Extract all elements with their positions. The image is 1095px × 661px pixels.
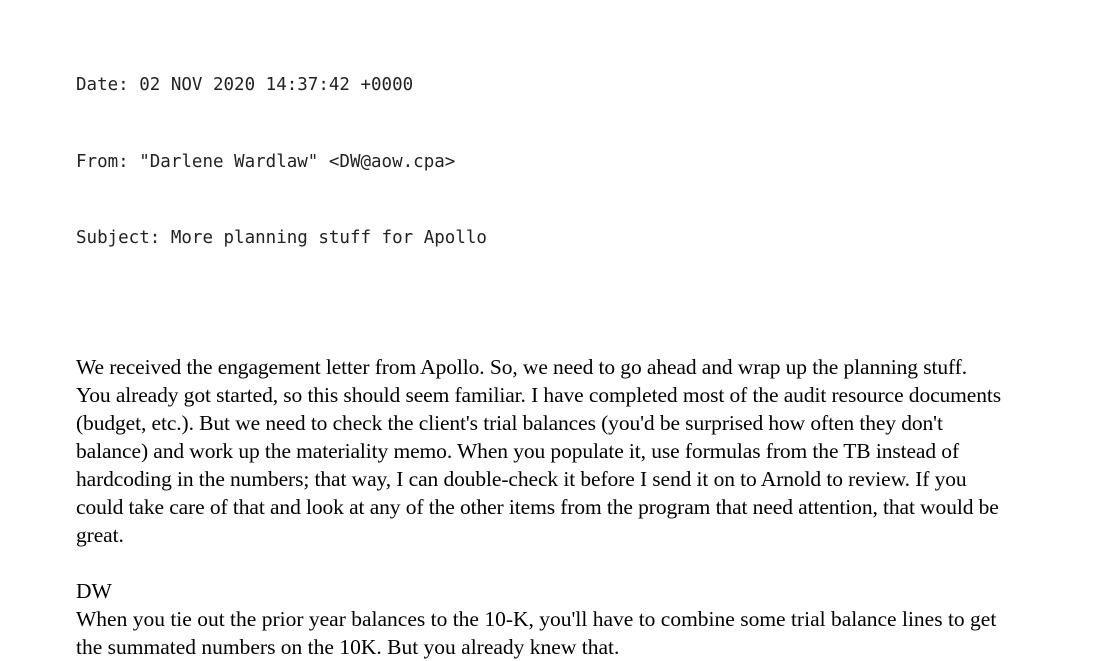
from-label: From: <box>76 151 129 172</box>
date-header <box>76 73 1006 99</box>
email-headers <box>76 22 1006 303</box>
email-body <box>76 353 1006 661</box>
date-label: Date: <box>76 75 129 95</box>
postscript-paragraph: When you tie out the prior year balances to the 10-K, you'll have to combine some trial balance lines to get the summated numbers on the 10K. But you already knew that. <box>76 606 997 659</box>
subject-value: More planning stuff for Apollo <box>170 228 487 248</box>
signature: DW <box>76 578 112 603</box>
subject-header <box>76 226 1006 252</box>
from-header <box>76 150 1006 176</box>
from-value: "Darlene Wardlaw" <DW@aow.cpa> <box>139 151 456 172</box>
subject-label: Subject: <box>76 228 161 248</box>
email-message <box>76 22 1006 661</box>
date-value: 02 NOV 2020 14:37:42 +0000 <box>139 75 414 95</box>
body-paragraph: We received the engagement letter from Apollo. So, we need to go ahead and wrap up the planning stuff. You already got started, so this should seem familiar. I have completed most of the audit resource documents (budget, etc.). But we need to check the client's trial balances (you'd be surprised how often they don't balance) and work up the materiality memo. When you populate it, use formulas from the TB instead of hardcoding in the numbers; that way, I can double-check it before I send it on to Arnold to review. If you could take care of that and look at any of the other items from the program that need attention, that would be great. <box>76 354 1002 547</box>
